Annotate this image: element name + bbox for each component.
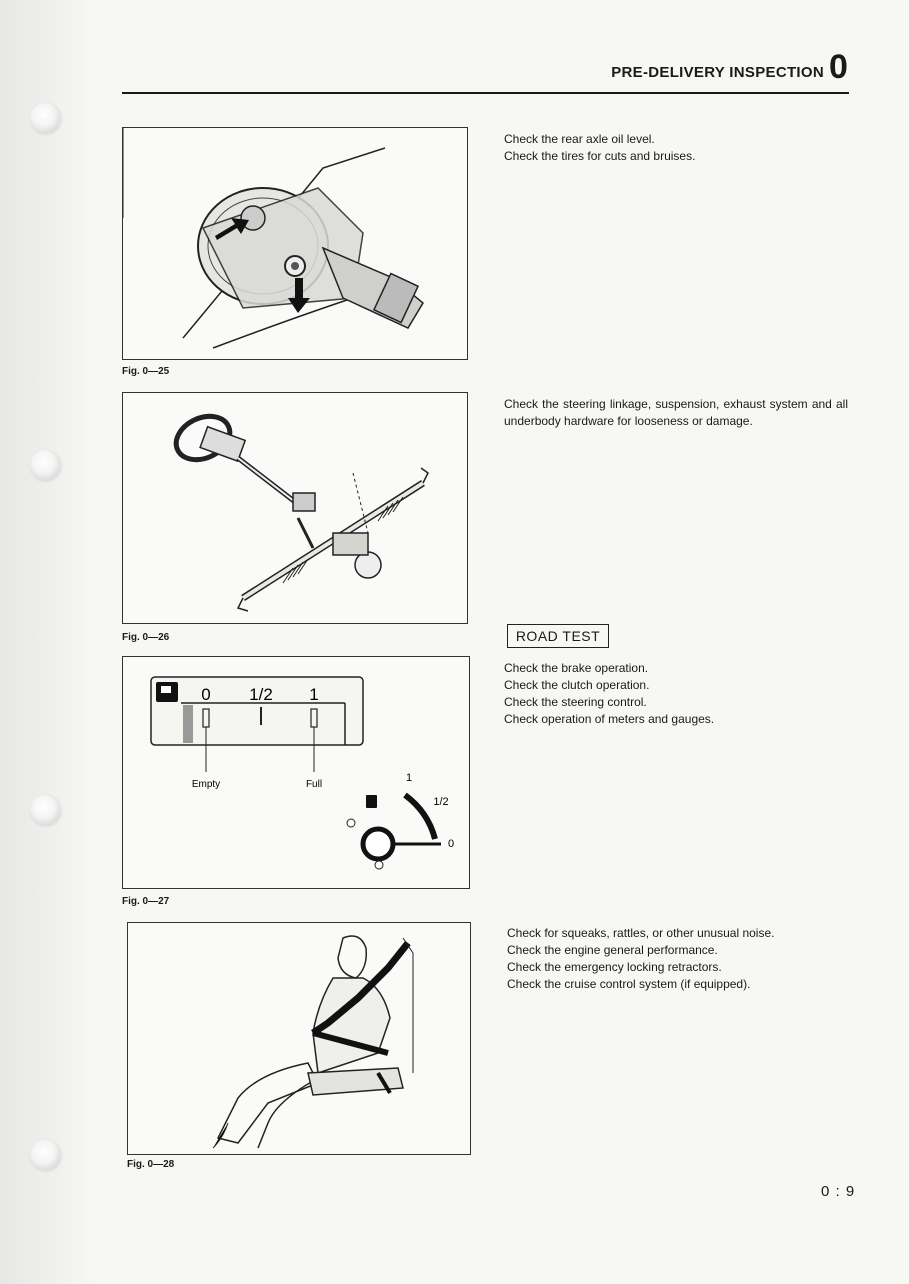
page-number: 0 : 9 — [821, 1183, 856, 1200]
figure-caption: Fig. 0—25 — [122, 366, 170, 377]
instruction-line: Check the brake operation. — [504, 661, 649, 675]
rear-axle-illustration — [123, 128, 467, 359]
figure-caption: Fig. 0—26 — [122, 632, 170, 643]
instruction-line: Check the rear axle oil level. — [504, 132, 655, 146]
gauge-mark-full: 1 — [309, 685, 319, 704]
binder-hole-2 — [30, 450, 60, 480]
instruction-line: Check operation of meters and gauges. — [504, 712, 715, 726]
seat-belt-illustration — [128, 923, 470, 1154]
axle-instructions — [504, 131, 695, 165]
instruction-line: Check the tires for cuts and bruises. — [504, 149, 696, 163]
road-test-instructions — [504, 660, 714, 728]
steering-instructions — [504, 396, 848, 430]
binder-hole-4 — [30, 1140, 60, 1170]
figure-fuel-gauge — [122, 656, 470, 889]
instruction-paragraph: Check the steering linkage, suspension, exhaust system and all underbody hardware for looseness or damage. — [504, 397, 848, 428]
dial-mark-half: 1/2 — [433, 796, 449, 808]
fuel-gauge-illustration — [123, 657, 469, 888]
gauge-mark-empty: 0 — [201, 685, 211, 704]
road-test-heading: ROAD TEST — [507, 624, 609, 648]
instruction-line: Check the steering control. — [504, 695, 647, 709]
noise-instructions — [507, 925, 774, 993]
instruction-line: Check the emergency locking retractors. — [507, 960, 722, 974]
header-rule — [122, 92, 849, 94]
instruction-line: Check the cruise control system (if equipped). — [507, 977, 751, 991]
dial-mark-empty: 0 — [447, 838, 455, 850]
instruction-line: Check the clutch operation. — [504, 678, 650, 692]
section-number: 0 — [829, 48, 848, 86]
page-edge-shadow — [0, 0, 95, 1284]
binder-hole-1 — [30, 103, 60, 133]
figure-rear-axle — [122, 127, 468, 360]
figure-caption: Fig. 0—28 — [127, 1159, 175, 1170]
figure-caption: Fig. 0—27 — [122, 896, 170, 907]
page-title: PRE-DELIVERY INSPECTION — [611, 64, 824, 81]
figure-seat-belt — [127, 922, 471, 1155]
instruction-line: Check the engine general performance. — [507, 943, 718, 957]
binder-hole-3 — [30, 795, 60, 825]
dial-mark-full: 1 — [405, 772, 413, 784]
empty-label: Empty — [191, 779, 221, 790]
instruction-line: Check for squeaks, rattles, or other unusual noise. — [507, 926, 775, 940]
full-label: Full — [305, 779, 323, 790]
figure-steering-linkage — [122, 392, 468, 624]
gauge-mark-half: 1/2 — [249, 685, 273, 704]
steering-linkage-illustration — [123, 393, 467, 623]
